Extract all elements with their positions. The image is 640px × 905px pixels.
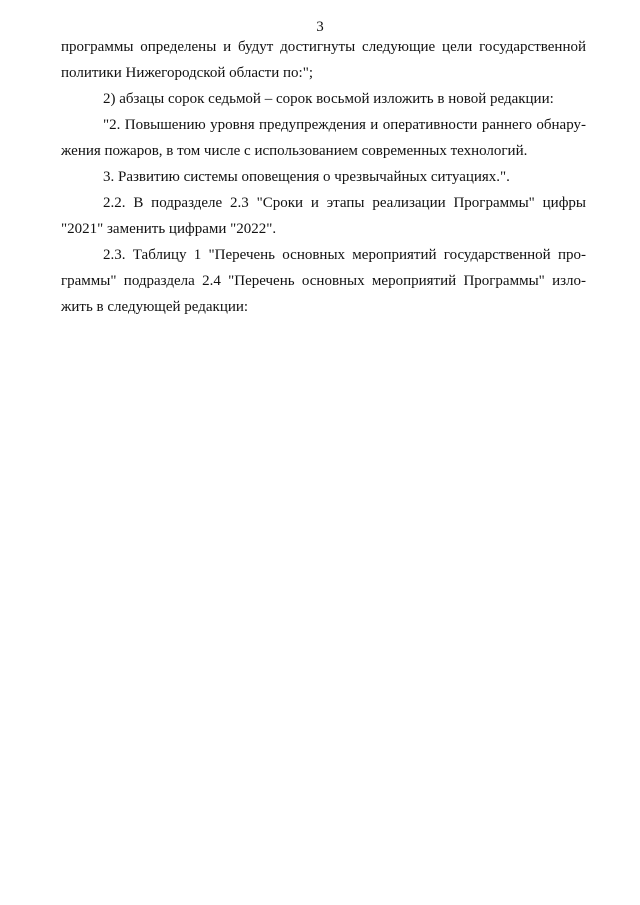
document-body	[61, 34, 586, 320]
paragraph-1-line-2: политики Нижегородской области по:";	[61, 65, 313, 81]
paragraph-2-line-1: 2) абзацы сорок седьмой – сорок восьмой изложить в новой редакции:	[103, 91, 554, 107]
paragraph-6-line-1: 2.3. Таблицу 1 "Перечень основных мероприятий государственной про-	[103, 247, 586, 263]
paragraph-3-line-2: жения пожаров, в том числе с использованием современных технологий.	[61, 143, 528, 159]
paragraph-1-line-1: программы определены и будут достигнуты следующие цели государственной	[61, 39, 586, 55]
paragraph-6-line-3: жить в следующей редакции:	[61, 299, 249, 315]
paragraph-6-line-2: граммы" подраздела 2.4 "Перечень основных мероприятий Программы" изло-	[61, 273, 586, 289]
paragraph-5-line-1: 2.2. В подразделе 2.3 "Сроки и этапы реализации Программы" цифры	[103, 195, 586, 211]
paragraph-3-line-1: "2. Повышению уровня предупреждения и оперативности раннего обнару-	[103, 117, 586, 133]
paragraph-4-line-1: 3. Развитию системы оповещения о чрезвычайных ситуациях.".	[103, 169, 510, 185]
page-number: 3	[316, 19, 324, 35]
paragraph-5-line-2: "2021" заменить цифрами "2022".	[61, 221, 277, 237]
